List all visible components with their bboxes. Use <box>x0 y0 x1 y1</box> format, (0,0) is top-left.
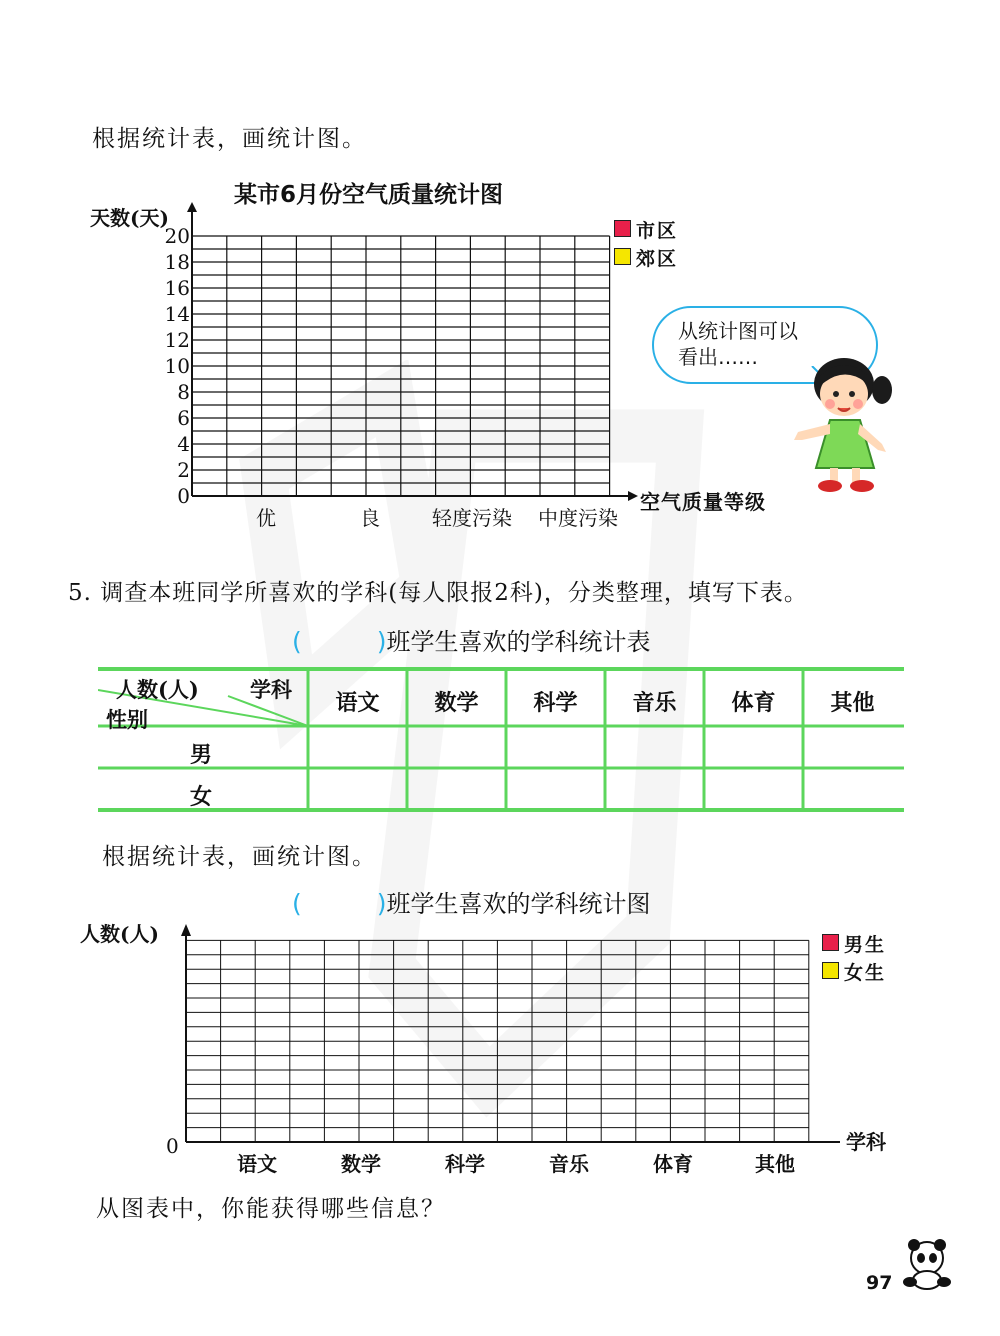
after-table-instruction: 根据统计表，画统计图。 <box>102 844 377 870</box>
table-cell-input[interactable] <box>706 730 802 766</box>
table-title <box>292 622 651 658</box>
table-cell-input[interactable] <box>409 730 505 766</box>
chart2-title-text: 班学生喜欢的学科统计图 <box>386 890 651 918</box>
y-tick: 2 <box>177 458 190 482</box>
chart2-category: 科学 <box>445 1152 485 1176</box>
y-tick: 8 <box>177 380 190 404</box>
legend-label-urban: 市区 <box>636 220 679 242</box>
chart2-category: 体育 <box>653 1152 693 1176</box>
chart1-category: 优 <box>256 506 276 530</box>
legend-label-suburb: 郊区 <box>636 248 679 270</box>
table-row-label-female: 女 <box>190 784 213 810</box>
y-tick: 14 <box>164 302 190 326</box>
table-cell-input[interactable] <box>409 772 505 808</box>
table-corner-subject: 学科 <box>250 677 292 702</box>
y-tick: 10 <box>164 354 190 378</box>
table-corner-gender: 性别 <box>106 707 148 732</box>
chart1-category: 良 <box>360 506 380 530</box>
x-axis-arrow <box>628 491 638 501</box>
table-cell-input[interactable] <box>706 772 802 808</box>
chart2-category: 音乐 <box>549 1152 589 1176</box>
question5-prompt: 5. 调查本班同学所喜欢的学科(每人限报2科)，分类整理，填写下表。 <box>68 580 808 606</box>
page-number: 97 <box>866 1272 893 1294</box>
legend-swatch-girls <box>822 962 839 979</box>
chart2-category: 其他 <box>755 1152 795 1176</box>
table-cell-input[interactable] <box>508 730 604 766</box>
table-header-subject: 音乐 <box>632 690 677 716</box>
table-header-subject: 科学 <box>533 690 578 716</box>
top-instruction: 根据统计表，画统计图。 <box>92 126 367 152</box>
legend-swatch-suburb <box>614 248 631 265</box>
chart1-category: 轻度污染 <box>432 506 512 530</box>
chart1-grid <box>180 200 640 510</box>
chart2-category: 数学 <box>341 1152 381 1176</box>
legend-swatch-urban <box>614 220 631 237</box>
table-row-label-male: 男 <box>190 742 213 768</box>
chart1-category: 中度污染 <box>538 506 618 530</box>
table-title-text: 班学生喜欢的学科统计表 <box>386 628 651 656</box>
chart2-x-axis-label: 学科 <box>846 1130 886 1154</box>
table-header-subject: 其他 <box>830 690 875 716</box>
y-tick: 0 <box>177 484 190 508</box>
y-tick: 16 <box>164 276 190 300</box>
panda-icon <box>900 1236 954 1292</box>
y-tick: 12 <box>164 328 190 352</box>
table-cell-input[interactable] <box>607 772 703 808</box>
y-tick: 20 <box>164 224 190 248</box>
speech-line-1: 从统计图可以 <box>678 319 798 343</box>
legend-label-boys: 男生 <box>844 934 887 956</box>
table-header-subject: 体育 <box>731 690 776 716</box>
table-cell-input[interactable] <box>508 772 604 808</box>
table-cell-input[interactable] <box>607 730 703 766</box>
table-corner-count: 人数(人) <box>116 677 199 702</box>
table-cell-input[interactable] <box>805 730 901 766</box>
y-tick: 6 <box>177 406 190 430</box>
legend-label-girls: 女生 <box>844 962 887 984</box>
table-cell-input[interactable] <box>805 772 901 808</box>
chart1-x-axis-label: 空气质量等级 <box>640 490 766 514</box>
chart2-title <box>292 884 651 920</box>
table-header-subject: 语文 <box>335 690 380 716</box>
table-header-subject: 数学 <box>434 690 479 716</box>
chart1-title: 某市6月份空气质量统计图 <box>234 182 504 208</box>
table-title-paren: ( ) <box>292 627 387 656</box>
chart2-grid <box>176 920 842 1152</box>
y-tick: 18 <box>164 250 190 274</box>
legend-swatch-boys <box>822 934 839 951</box>
chart2-y-axis-label: 人数(人) <box>80 922 159 946</box>
table-cell-input[interactable] <box>310 772 406 808</box>
chart2-category: 语文 <box>237 1152 277 1176</box>
y-axis-arrow <box>181 924 191 936</box>
girl-illustration <box>786 350 896 500</box>
chart1-y-axis-label: 天数(天) <box>90 206 169 230</box>
y-axis-arrow <box>187 202 197 212</box>
y-tick: 4 <box>177 432 190 456</box>
final-question: 从图表中，你能获得哪些信息？ <box>96 1196 446 1222</box>
table-cell-input[interactable] <box>310 730 406 766</box>
chart2-zero-label: 0 <box>166 1134 179 1158</box>
speech-line-2: 看出…… <box>678 345 758 369</box>
chart2-title-paren: ( ) <box>292 889 387 918</box>
